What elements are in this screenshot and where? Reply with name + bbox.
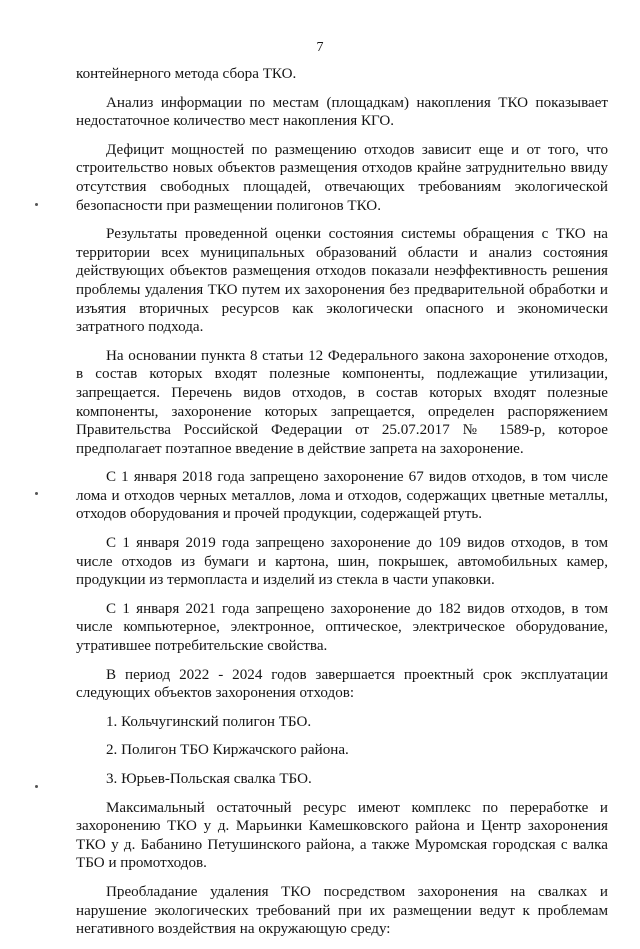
page-number: 7 (316, 40, 324, 55)
paragraph: Дефицит мощностей по размещению отходов зависит еще и от того, что строительство новых объектов размещения отходов крайне затруднительно ввиду отсутствия свободных площадей, отвечающих требованиям экологической безопасности при размещении полигонов ТКО. (76, 141, 608, 214)
margin-mark (35, 492, 38, 495)
paragraph: Результаты проведенной оценки состояния системы обращения с ТКО на территории всех муниципальных образований области и анализ состояния действующих объектов размещения отходов показали неэффективность решения проблемы удаления ТКО путем их захоронения без предварительной обработки и изъятия вторичных ресурсов как экологически опасного и экономически затратного подхода. (76, 226, 608, 336)
paragraph: контейнерного метода сбора ТКО. (76, 66, 297, 82)
list-item: 3. Юрьев-Польская свалка ТБО. (106, 771, 312, 787)
paragraph: С 1 января 2021 года запрещено захоронение до 182 видов отходов, в том числе компьютерное, электронное, оптическое, электрическое оборудование, утратившее потребительские свойства. (76, 600, 608, 655)
paragraph: Максимальный остаточный ресурс имеют комплекс по переработке и захоронению ТКО у д. Марьинки Камешковского района и Центр захоронения ТКО у д. Бабанино Петушинского района, а также Муромская городская с валка ТБО и промотходов. (76, 799, 608, 872)
paragraph: Преобладание удаления ТКО посредством захоронения на свалках и нарушение экологических требований при их размещении ведут к проблемам негативного воздействия на окружающую среду: (76, 883, 608, 938)
paragraph: С 1 января 2018 года запрещено захоронение 67 видов отходов, в том числе лома и отходов черных металлов, лома и отходов, содержащих цветные металлы, отходов оборудования и прочей продукции, содержащей ртуть. (76, 469, 608, 523)
paragraph: В период 2022 - 2024 годов завершается проектный срок эксплуатации следующих объектов захоронения отходов: (76, 666, 608, 702)
margin-mark (35, 203, 38, 206)
document-body (76, 65, 608, 949)
list-item: 1. Кольчугинский полигон ТБО. (106, 713, 312, 730)
paragraph: На основании пункта 8 статьи 12 Федерального закона захоронение отходов, в состав которых входят полезные компоненты, подлежащие утилизации, запрещается. Перечень видов отходов, в состав которых входят полезные компоненты, захоронение которых запрещается, определен распоряжением Правительства Российской Федерации от 25.07.2017 № 1589-р, которое предполагает поэтапное введение в действие запрета на захоронение. (76, 347, 608, 457)
paragraph: Анализ информации по местам (площадкам) накопления ТКО показывает недостаточное количество мест накопления КГО. (76, 94, 608, 130)
paragraph: С 1 января 2019 года запрещено захоронение до 109 видов отходов, в том числе отходов из бумаги и картона, шин, покрышек, автомобильных камер, продукции из термопласта и изделий из стекла в части упаковки. (76, 535, 608, 589)
list-item: 2. Полигон ТБО Киржачского района. (106, 742, 349, 759)
margin-mark (35, 785, 38, 788)
